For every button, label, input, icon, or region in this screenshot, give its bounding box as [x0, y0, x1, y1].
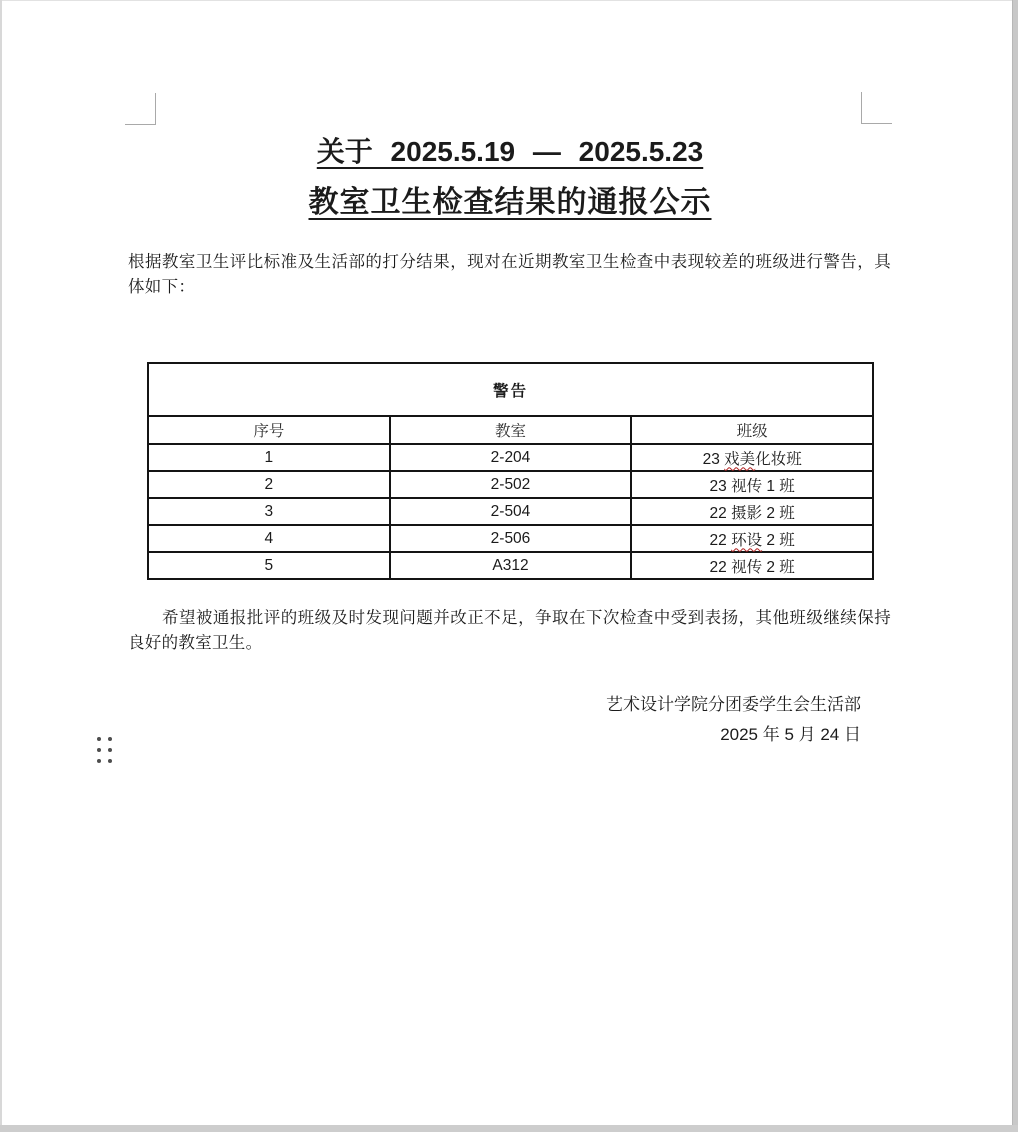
document-title-line2: [60, 177, 960, 221]
drag-handle-icon[interactable]: [97, 737, 112, 763]
cell-class: [631, 444, 873, 471]
text-boundary-mark-top-left: [125, 93, 156, 125]
class-text: 22 摄影 2 班: [709, 504, 795, 522]
cell-index: 1: [148, 444, 390, 471]
cell-index: 2: [148, 471, 390, 498]
misspelled-text: 环设: [731, 531, 763, 549]
cell-class: [631, 525, 873, 552]
canvas-left-edge: [0, 0, 2, 1125]
cell-room: 2-504: [390, 498, 632, 525]
canvas-top-edge: [0, 0, 1018, 1]
cell-room: 2-502: [390, 471, 632, 498]
cell-room: 2-506: [390, 525, 632, 552]
table-row: [148, 444, 873, 471]
closing-paragraph: 希望被通报批评的班级及时发现问题并改正不足，争取在下次检查中受到表扬，其他班级继续保持良好的教室卫生。: [128, 608, 891, 652]
document-title-line1: [60, 130, 960, 170]
cell-index: 5: [148, 552, 390, 579]
class-text: 化妆班: [755, 450, 802, 468]
table-row: [148, 552, 873, 579]
cell-index: 3: [148, 498, 390, 525]
column-header-room: 教室: [390, 416, 632, 444]
class-text: 23 视传 1 班: [709, 477, 795, 495]
table-row: [148, 471, 873, 498]
cell-class: [631, 552, 873, 579]
cell-room: A312: [390, 552, 632, 579]
table-row: [148, 525, 873, 552]
cell-class: [631, 498, 873, 525]
canvas-bottom-edge: [0, 1125, 1018, 1132]
class-text: 2 班: [762, 531, 795, 549]
title-line1-text: 关于 2025.5.19 — 2025.5.23: [316, 136, 704, 167]
warning-table-body: [148, 444, 873, 579]
class-text: 22: [709, 531, 732, 549]
signature-date: 2025 年 5 月 24 日: [720, 725, 861, 744]
table-caption-row: [148, 363, 873, 416]
column-header-index: 序号: [148, 416, 390, 444]
warning-table: [147, 362, 874, 580]
table-header-row: [148, 416, 873, 444]
class-text: 23: [702, 450, 725, 468]
table-row: [148, 498, 873, 525]
signature-block: [128, 690, 861, 750]
column-header-class: 班级: [631, 416, 873, 444]
class-text: 22 视传 2 班: [709, 558, 795, 576]
canvas-right-edge: [1012, 0, 1018, 1132]
title-line2-text: 教室卫生检查结果的通报公示: [308, 186, 712, 219]
cell-index: 4: [148, 525, 390, 552]
table-caption: 警告: [148, 363, 873, 416]
misspelled-text: 戏美: [724, 450, 756, 468]
intro-paragraph: 根据教室卫生评比标准及生活部的打分结果，现对在近期教室卫生检查中表现较差的班级进行警告，具体如下：: [128, 252, 891, 296]
cell-room: 2-204: [390, 444, 632, 471]
signature-org: 艺术设计学院分团委学生会生活部: [606, 695, 861, 714]
cell-class: [631, 471, 873, 498]
text-boundary-mark-top-right: [861, 92, 892, 124]
